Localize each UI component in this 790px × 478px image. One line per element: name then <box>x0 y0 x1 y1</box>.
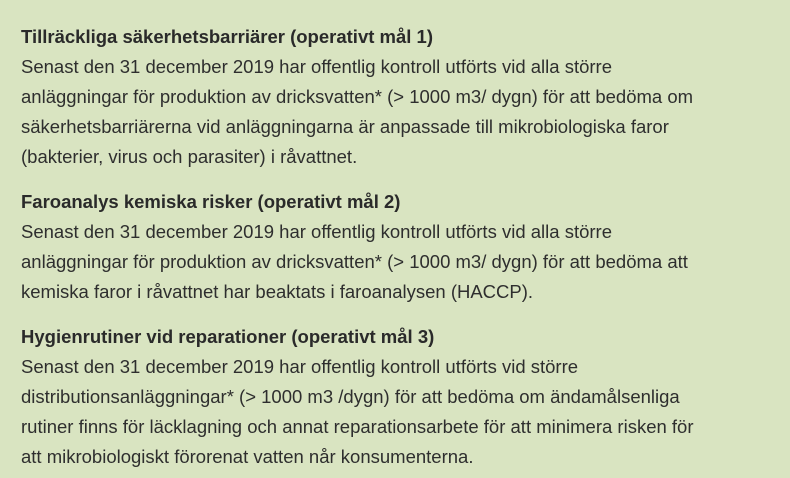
goal-1-description <box>21 52 770 172</box>
goal-1-section <box>21 22 770 172</box>
goal-3-line: att mikrobiologiskt förorenat vatten når konsumenterna. <box>21 446 474 467</box>
goal-1-title: Tillräckliga säkerhetsbarriärer (operativt mål 1) <box>21 26 433 47</box>
goal-3-description <box>21 352 770 472</box>
goal-3-line: Senast den 31 december 2019 har offentlig kontroll utförts vid större <box>21 356 579 377</box>
goal-2-line: kemiska faror i råvattnet har beaktats i faroanalysen (HACCP). <box>21 281 534 302</box>
goal-2-title: Faroanalys kemiska risker (operativt mål 2) <box>21 191 401 212</box>
goal-1-line: Senast den 31 december 2019 har offentlig kontroll utförts vid alla större <box>21 56 612 77</box>
goal-2-line: Senast den 31 december 2019 har offentlig kontroll utförts vid alla större <box>21 221 612 242</box>
goal-1-line: anläggningar för produktion av dricksvatten* (> 1000 m3/ dygn) för att bedöma om <box>21 86 694 107</box>
goal-2-line: anläggningar för produktion av dricksvatten* (> 1000 m3/ dygn) för att bedöma att <box>21 251 688 272</box>
goal-3-title: Hygienrutiner vid reparationer (operativt mål 3) <box>21 326 435 347</box>
goal-2-section <box>21 187 770 307</box>
goal-3-line: rutiner finns för läcklagning och annat reparationsarbete för att minimera risken för <box>21 416 694 437</box>
goal-3-line: distributionsanläggningar* (> 1000 m3 /dygn) för att bedöma om ändamålsenliga <box>21 386 680 407</box>
goal-1-line: (bakterier, virus och parasiter) i råvattnet. <box>21 146 358 167</box>
goal-3-section <box>21 322 770 472</box>
goal-2-description <box>21 217 770 307</box>
goal-1-line: säkerhetsbarriärerna vid anläggningarna är anpassade till mikrobiologiska faror <box>21 116 669 137</box>
